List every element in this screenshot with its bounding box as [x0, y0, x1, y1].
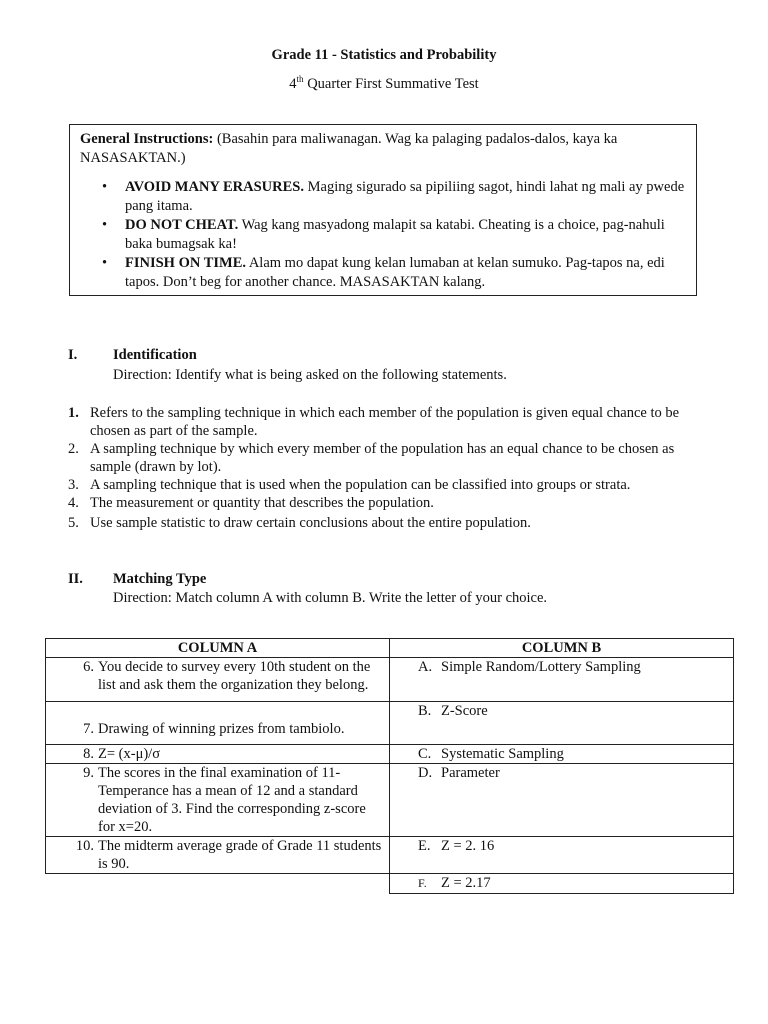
question-item: 3. A sampling technique that is used when the population can be classified into groups or strata.: [68, 477, 631, 493]
section-2-direction: Direction: Match column A with column B. Write the letter of your choice.: [113, 590, 548, 606]
table-row: [46, 658, 734, 702]
column-a-item: 8. Z= (x-μ)/σ: [46, 745, 390, 764]
column-b-item: A. Simple Random/Lottery Sampling: [390, 658, 734, 702]
matching-table: [45, 638, 734, 894]
table-row: [46, 764, 734, 837]
section-1-title: Identification: [113, 347, 197, 363]
question-item: 4. The measurement or quantity that describes the population.: [68, 495, 434, 511]
column-a-header: COLUMN A: [46, 639, 390, 658]
column-a-item: 7. Drawing of winning prizes from tambiolo.: [46, 702, 390, 745]
question-item: 1. Refers to the sampling technique in which each member of the population is given equal chance to be chosen as part of the sample.: [68, 405, 680, 439]
column-b-item: D. Parameter: [390, 764, 734, 837]
instruction-item: • AVOID MANY ERASURES. Maging sigurado sa pipiliing sagot, hindi lahat ng mali ay pwede pang itama.: [102, 179, 685, 214]
column-b-header: COLUMN B: [390, 639, 734, 658]
section-1-number: I.: [68, 347, 78, 363]
column-b-item: E. Z = 2. 16: [390, 837, 734, 874]
column-b-item: F. Z = 2.17: [390, 874, 734, 894]
general-instructions-text: General Instructions: (Basahin para maliwanagan. Wag ka palaging padalos-dalos, kaya ka NASASAKTAN.): [80, 131, 618, 166]
table-row: [46, 837, 734, 874]
column-b-item: C. Systematic Sampling: [390, 745, 734, 764]
section-2-title: Matching Type: [113, 571, 207, 587]
column-a-item: 9. The scores in the final examination of 11-Temperance has a mean of 12 and a standard deviation of 3. Find the corresponding z-score for x=20.: [46, 764, 390, 837]
section-2-number: II.: [68, 571, 83, 587]
table-row: [46, 702, 734, 745]
general-instructions-box: [69, 124, 697, 296]
identification-list: [68, 404, 718, 532]
column-a-item: 10. The midterm average grade of Grade 11 students is 90.: [46, 837, 390, 874]
question-item: 5. Use sample statistic to draw certain conclusions about the entire population.: [68, 515, 531, 531]
instruction-item: • DO NOT CHEAT. Wag kang masyadong malapit sa katabi. Cheating is a choice, pag-nahuli baka bumagsak ka!: [102, 217, 665, 252]
empty-cell: [46, 874, 390, 894]
column-a-item: 6. You decide to survey every 10th student on the list and ask them the organization they belong.: [46, 658, 390, 702]
document-subtitle: 4th Quarter First Summative Test: [289, 74, 479, 92]
column-b-item: B. Z-Score: [390, 702, 734, 745]
table-row: [46, 745, 734, 764]
instruction-item: • FINISH ON TIME. Alam mo dapat kung kelan lumaban at kelan sumuko. Pag-tapos na, edi tapos. Don’t beg for another chance. MASASAKTAN kalang.: [102, 255, 665, 290]
instructions-list: [80, 178, 686, 292]
table-header-row: [46, 639, 734, 658]
question-item: 2. A sampling technique by which every member of the population has an equal chance to be chosen as sample (drawn by lot).: [68, 441, 675, 475]
table-row: [46, 874, 734, 894]
document-title: Grade 11 - Statistics and Probability: [271, 47, 497, 63]
section-1-direction: Direction: Identify what is being asked on the following statements.: [113, 367, 507, 383]
